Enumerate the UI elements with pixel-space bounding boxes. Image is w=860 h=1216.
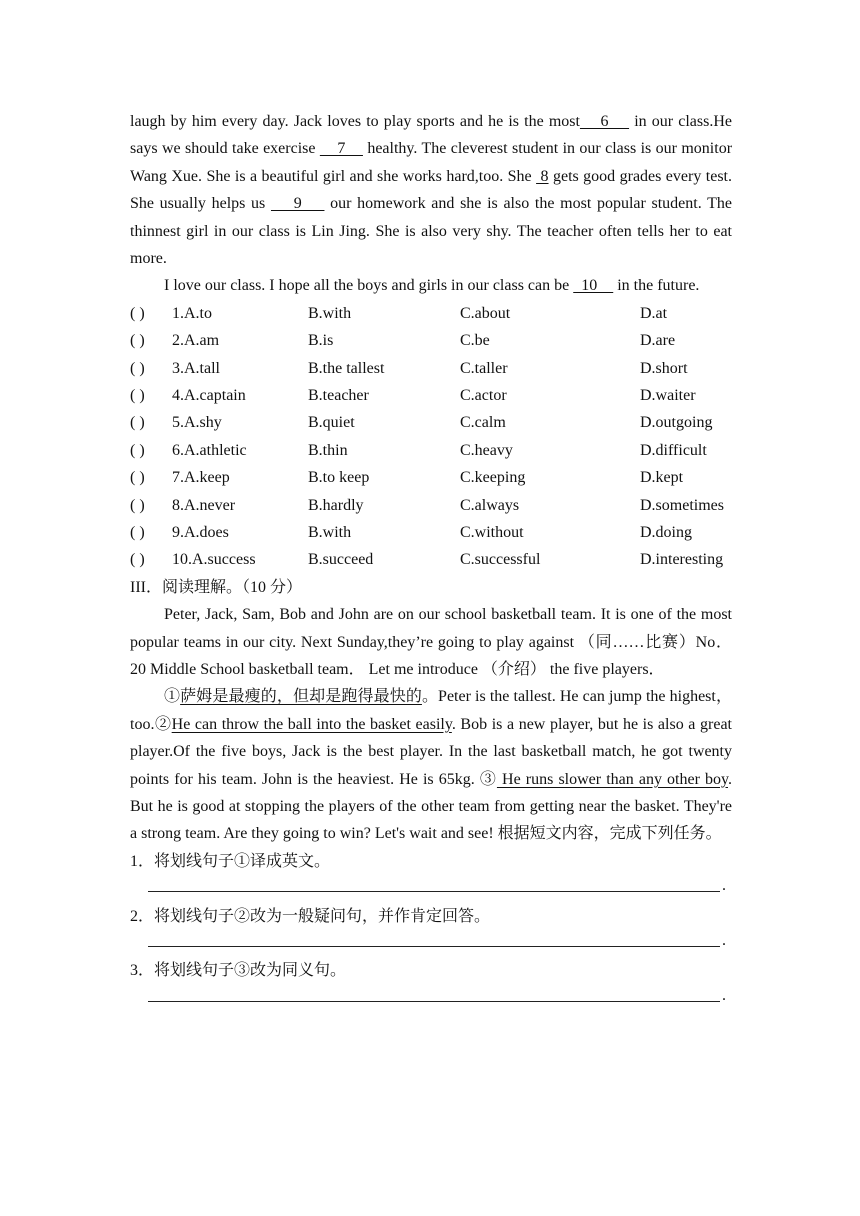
option-row-3 (130, 355, 732, 382)
option-b: B.teacher (308, 387, 369, 405)
option-c: C.actor (460, 387, 507, 405)
answer-underline (148, 891, 720, 892)
underlined-sentence-3: He runs slower than any other boy (496, 770, 728, 788)
option-c: C.always (460, 496, 520, 514)
answer-paren[interactable]: ( ) (130, 496, 145, 514)
answer-paren[interactable]: ( ) (130, 523, 145, 541)
option-a: 3.A.tall (172, 359, 220, 377)
cloze-paragraph-1: laugh by him every day. Jack loves to play sports and he is the most 6 in our class.He says we should take exercise 7 healthy. The cleverest student in our class is our monitor Wang Xue. She is a beautiful girl and she works hard,too. She 8 gets good grades every test. She usually helps us 9 our homework and she is also the most popular student. The thinnest girl in our class is Lin Jing. She is also very shy. The teacher often tells her to eat more. (130, 113, 733, 268)
worksheet-page (130, 108, 732, 1012)
cloze-paragraph-2: I love our class. I hope all the boys and girls in our class can be 10 in the future. (164, 277, 700, 295)
option-d: D.doing (640, 523, 692, 541)
option-a: 8.A.never (172, 496, 236, 514)
option-b: B.the tallest (308, 359, 385, 377)
task-1-answer-line[interactable]: . (148, 875, 732, 902)
option-d: D.are (640, 332, 676, 350)
underlined-sentence-2: He can throw the ball into the basket easily (171, 715, 452, 733)
option-d: D.difficult (640, 441, 707, 459)
answer-paren[interactable]: ( ) (130, 441, 145, 459)
section-heading: III．阅读理解。（10 分） (130, 578, 302, 596)
option-b: B.with (308, 304, 352, 322)
option-a: 6.A.athletic (172, 441, 247, 459)
option-row-10 (130, 546, 732, 573)
option-a: 7.A.keep (172, 469, 230, 487)
option-a: 2.A.am (172, 332, 220, 350)
option-b: B.thin (308, 441, 348, 459)
cloze-options (130, 300, 732, 574)
option-b: B.quiet (308, 414, 355, 432)
option-row-1 (130, 300, 732, 327)
option-row-4 (130, 382, 732, 409)
option-c: C.calm (460, 414, 506, 432)
task-3-label: 3．将划线句子③改为同义句。 (130, 962, 347, 980)
option-a: 1.A.to (172, 304, 212, 322)
answer-paren[interactable]: ( ) (130, 551, 145, 569)
option-a: 10.A.success (172, 551, 256, 569)
blank-9: 9 (270, 195, 325, 213)
option-c: C.heavy (460, 441, 513, 459)
task-2-label: 2．将划线句子②改为一般疑问句，并作肯定回答。 (130, 907, 491, 925)
answer-paren[interactable]: ( ) (130, 387, 145, 405)
option-row-8 (130, 492, 732, 519)
option-row-2 (130, 327, 732, 354)
answer-underline (148, 946, 720, 947)
blank-6: 6 (579, 113, 630, 130)
option-row-5 (130, 409, 732, 436)
option-b: B.to keep (308, 469, 370, 487)
option-b: B.hardly (308, 496, 364, 514)
answer-underline (148, 1001, 720, 1002)
task-1-label: 1．将划线句子①译成英文。 (130, 852, 331, 870)
blank-7: 7 (319, 140, 363, 158)
option-d: D.outgoing (640, 414, 713, 432)
option-d: D.waiter (640, 387, 696, 405)
option-b: B.with (308, 523, 352, 541)
option-b: B.succeed (308, 551, 374, 569)
option-d: D.interesting (640, 551, 724, 569)
task-3-answer-line[interactable]: . (148, 985, 732, 1012)
option-d: D.kept (640, 469, 684, 487)
option-c: C.successful (460, 551, 541, 569)
option-c: C.about (460, 304, 511, 322)
answer-paren[interactable]: ( ) (130, 332, 145, 350)
answer-paren[interactable]: ( ) (130, 414, 145, 432)
option-row-6 (130, 437, 732, 464)
option-d: D.sometimes (640, 496, 724, 514)
answer-paren[interactable]: ( ) (130, 469, 145, 487)
reading-paragraph-1: Peter, Jack, Sam, Bob and John are on our school basketball team. It is one of the most popular teams in our city. Next Sunday,they’re going to play against （同……比赛）No．20 Middle School basketball team． Let me introduce （介绍） the five players． (130, 606, 732, 678)
option-c: C.be (460, 332, 490, 350)
option-row-7 (130, 464, 732, 491)
option-b: B.is (308, 332, 334, 350)
option-row-9 (130, 519, 732, 546)
option-a: 4.A.captain (172, 387, 246, 405)
option-d: D.at (640, 304, 668, 322)
blank-10: 10 (573, 277, 614, 295)
option-a: 5.A.shy (172, 414, 222, 432)
option-c: C.without (460, 523, 524, 541)
answer-paren[interactable]: ( ) (130, 359, 145, 377)
task-2-answer-line[interactable]: . (148, 930, 732, 957)
underlined-sentence-1: 萨姆是最瘦的，但却是跑得最快的 (180, 688, 422, 706)
option-a: 9.A.does (172, 523, 229, 541)
option-c: C.keeping (460, 469, 526, 487)
blank-8: 8 (536, 167, 549, 185)
option-d: D.short (640, 359, 688, 377)
answer-paren[interactable]: ( ) (130, 304, 145, 322)
option-c: C.taller (460, 359, 508, 377)
reading-paragraph-2: ①萨姆是最瘦的，但却是跑得最快的。Peter is the tallest. He can jump the highest，too.②He can throw the ball into the basket easily. Bob is a new player, but he is also a great player.Of the five boys, Jack is the best player. In the last basketball match, he got twenty points for his team. John is the heaviest. He is 65kg. ③ He runs slower than any other boy. But he is good at stopping the players of the other team from getting near the basket. They're a strong team. Are they going to win? Let's wait and see! 根据短文内容，完成下列任务。 (130, 688, 732, 843)
